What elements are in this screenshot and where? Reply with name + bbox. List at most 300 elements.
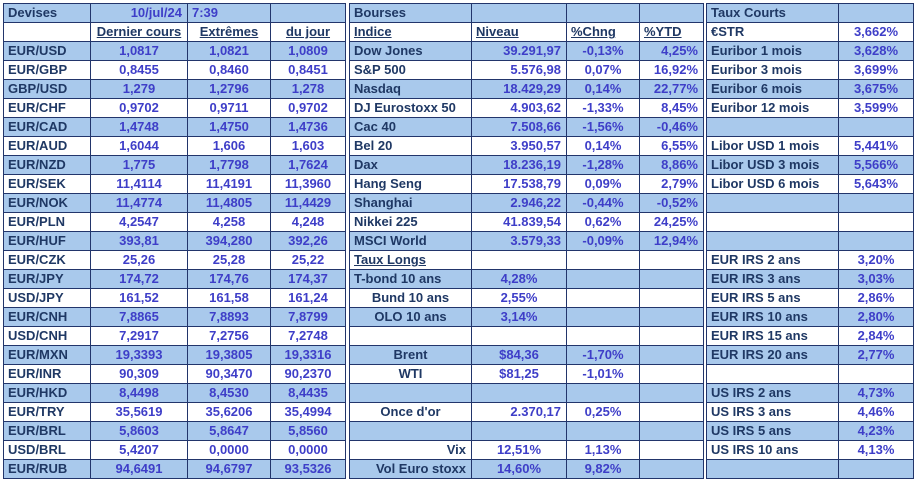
last-price: 11,4114 bbox=[91, 175, 188, 194]
niveau-value bbox=[472, 422, 567, 441]
taux-courts-row bbox=[707, 61, 914, 80]
last-price: 4,2547 bbox=[91, 213, 188, 232]
rate-label: US IRS 3 ans bbox=[707, 403, 839, 422]
taux-courts-section-title: Taux Courts bbox=[707, 4, 839, 23]
rate-value: 5,441% bbox=[839, 137, 914, 156]
devises-row bbox=[4, 137, 346, 156]
index-label bbox=[350, 422, 472, 441]
dujour-price: 1,278 bbox=[271, 80, 346, 99]
ytd-value bbox=[640, 346, 704, 365]
rate-value bbox=[839, 365, 914, 384]
last-price: 35,5619 bbox=[91, 403, 188, 422]
dujour-price: 19,3316 bbox=[271, 346, 346, 365]
dujour-price: 25,22 bbox=[271, 251, 346, 270]
dujour-price: 35,4994 bbox=[271, 403, 346, 422]
last-price: 1,279 bbox=[91, 80, 188, 99]
chng-value bbox=[567, 422, 640, 441]
extremes-price: 1,0821 bbox=[188, 42, 271, 61]
devises-row bbox=[4, 365, 346, 384]
taux-courts-row bbox=[707, 23, 914, 42]
index-label: MSCI World bbox=[350, 232, 472, 251]
devises-section-title: Devises bbox=[4, 4, 91, 23]
index-label: S&P 500 bbox=[350, 61, 472, 80]
chng-value: -1,01% bbox=[567, 365, 640, 384]
pair-label: EUR/USD bbox=[4, 42, 91, 61]
ytd-value: -0,52% bbox=[640, 194, 704, 213]
dujour-price: 7,2748 bbox=[271, 327, 346, 346]
rate-label: EUR IRS 10 ans bbox=[707, 308, 839, 327]
devises-row bbox=[4, 346, 346, 365]
last-price: 7,8865 bbox=[91, 308, 188, 327]
rate-label: US IRS 2 ans bbox=[707, 384, 839, 403]
rate-label bbox=[707, 118, 839, 137]
taux-courts-row bbox=[707, 460, 914, 479]
dujour-price: 11,3960 bbox=[271, 175, 346, 194]
devises-row bbox=[4, 232, 346, 251]
chng-value: -0,13% bbox=[567, 42, 640, 61]
bourses-row bbox=[350, 118, 704, 137]
niveau-value bbox=[472, 384, 567, 403]
empty-cell bbox=[640, 4, 704, 23]
dujour-price: 1,7624 bbox=[271, 156, 346, 175]
taux-courts-row bbox=[707, 346, 914, 365]
taux-courts-table bbox=[706, 3, 914, 479]
niveau-value: 4,28% bbox=[472, 270, 567, 289]
bourses-title-row bbox=[350, 4, 704, 23]
rate-label bbox=[707, 232, 839, 251]
empty-cell bbox=[567, 4, 640, 23]
header-indice: Indice bbox=[350, 23, 472, 42]
rate-label: Libor USD 1 mois bbox=[707, 137, 839, 156]
header-ytd: %YTD bbox=[640, 23, 704, 42]
bourses-row bbox=[350, 346, 704, 365]
devises-row bbox=[4, 251, 346, 270]
bourses-row bbox=[350, 42, 704, 61]
last-price: 8,4498 bbox=[91, 384, 188, 403]
rate-value bbox=[839, 118, 914, 137]
devises-row bbox=[4, 460, 346, 479]
rate-value: 3,599% bbox=[839, 99, 914, 118]
ytd-value: 12,94% bbox=[640, 232, 704, 251]
bourses-row bbox=[350, 137, 704, 156]
chng-value: 0,07% bbox=[567, 61, 640, 80]
bourses-row bbox=[350, 175, 704, 194]
pair-label: EUR/CZK bbox=[4, 251, 91, 270]
index-label: Nikkei 225 bbox=[350, 213, 472, 232]
taux-courts-row bbox=[707, 42, 914, 61]
niveau-value: 18.429,29 bbox=[472, 80, 567, 99]
rate-label: US IRS 5 ans bbox=[707, 422, 839, 441]
index-label: Nasdaq bbox=[350, 80, 472, 99]
taux-courts-row bbox=[707, 118, 914, 137]
niveau-value: 3.950,57 bbox=[472, 137, 567, 156]
pair-label: EUR/HKD bbox=[4, 384, 91, 403]
taux-courts-row bbox=[707, 99, 914, 118]
devises-title-row bbox=[4, 4, 346, 23]
ytd-value bbox=[640, 460, 704, 479]
rate-label: Libor USD 3 mois bbox=[707, 156, 839, 175]
niveau-value: 3.579,33 bbox=[472, 232, 567, 251]
rate-value: 4,13% bbox=[839, 441, 914, 460]
ytd-value: -0,46% bbox=[640, 118, 704, 137]
chng-value: -1,33% bbox=[567, 99, 640, 118]
index-label: Bel 20 bbox=[350, 137, 472, 156]
extremes-price: 0,0000 bbox=[188, 441, 271, 460]
extremes-price: 394,280 bbox=[188, 232, 271, 251]
bourses-row bbox=[350, 213, 704, 232]
bourses-row bbox=[350, 460, 704, 479]
bourses-row bbox=[350, 289, 704, 308]
taux-courts-row bbox=[707, 384, 914, 403]
extremes-price: 7,8893 bbox=[188, 308, 271, 327]
extremes-price: 1,2796 bbox=[188, 80, 271, 99]
index-label: Brent bbox=[350, 346, 472, 365]
extremes-price: 11,4805 bbox=[188, 194, 271, 213]
ytd-value: 6,55% bbox=[640, 137, 704, 156]
last-price: 0,8455 bbox=[91, 61, 188, 80]
niveau-value: 5.576,98 bbox=[472, 61, 567, 80]
taux-courts-row bbox=[707, 422, 914, 441]
ytd-value: 24,25% bbox=[640, 213, 704, 232]
index-label: OLO 10 ans bbox=[350, 308, 472, 327]
rate-value: 5,566% bbox=[839, 156, 914, 175]
bourses-row bbox=[350, 80, 704, 99]
pair-label: EUR/CAD bbox=[4, 118, 91, 137]
chng-value bbox=[567, 327, 640, 346]
rate-value bbox=[839, 232, 914, 251]
taux-courts-row bbox=[707, 270, 914, 289]
niveau-value: 17.538,79 bbox=[472, 175, 567, 194]
dujour-price: 0,0000 bbox=[271, 441, 346, 460]
rate-label: US IRS 10 ans bbox=[707, 441, 839, 460]
rate-label: Libor USD 6 mois bbox=[707, 175, 839, 194]
pair-label: EUR/MXN bbox=[4, 346, 91, 365]
chng-value bbox=[567, 251, 640, 270]
extremes-price: 1,7798 bbox=[188, 156, 271, 175]
last-price: 19,3393 bbox=[91, 346, 188, 365]
index-label bbox=[350, 327, 472, 346]
rate-value: 2,86% bbox=[839, 289, 914, 308]
pair-label: EUR/GBP bbox=[4, 61, 91, 80]
rate-label: EUR IRS 20 ans bbox=[707, 346, 839, 365]
taux-courts-row bbox=[707, 213, 914, 232]
dujour-price: 11,4429 bbox=[271, 194, 346, 213]
extremes-price: 161,58 bbox=[188, 289, 271, 308]
chng-value: -0,09% bbox=[567, 232, 640, 251]
bourses-header-row bbox=[350, 23, 704, 42]
taux-courts-row bbox=[707, 365, 914, 384]
taux-courts-row bbox=[707, 156, 914, 175]
bourses-row bbox=[350, 365, 704, 384]
rate-value: 3,675% bbox=[839, 80, 914, 99]
rate-label: €STR bbox=[707, 23, 839, 42]
devises-row bbox=[4, 384, 346, 403]
dujour-price: 8,4435 bbox=[271, 384, 346, 403]
rate-label bbox=[707, 460, 839, 479]
rate-label bbox=[707, 213, 839, 232]
devises-row bbox=[4, 61, 346, 80]
dujour-price: 0,9702 bbox=[271, 99, 346, 118]
bourses-row bbox=[350, 441, 704, 460]
index-label: Dax bbox=[350, 156, 472, 175]
ytd-value bbox=[640, 289, 704, 308]
rate-value bbox=[839, 460, 914, 479]
dujour-price: 5,8560 bbox=[271, 422, 346, 441]
devises-row bbox=[4, 175, 346, 194]
last-price: 7,2917 bbox=[91, 327, 188, 346]
devises-row bbox=[4, 327, 346, 346]
niveau-value: 7.508,66 bbox=[472, 118, 567, 137]
bourses-row bbox=[350, 422, 704, 441]
chng-value: 0,14% bbox=[567, 137, 640, 156]
taux-courts-row bbox=[707, 80, 914, 99]
taux-courts-row bbox=[707, 289, 914, 308]
index-label: T-bond 10 ans bbox=[350, 270, 472, 289]
chng-value bbox=[567, 289, 640, 308]
rate-label: EUR IRS 5 ans bbox=[707, 289, 839, 308]
taux-courts-row bbox=[707, 137, 914, 156]
dujour-price: 4,248 bbox=[271, 213, 346, 232]
rate-value: 2,84% bbox=[839, 327, 914, 346]
extremes-price: 11,4191 bbox=[188, 175, 271, 194]
devises-header-row bbox=[4, 23, 346, 42]
devises-row bbox=[4, 118, 346, 137]
last-price: 90,309 bbox=[91, 365, 188, 384]
dujour-price: 90,2370 bbox=[271, 365, 346, 384]
pair-label: EUR/BRL bbox=[4, 422, 91, 441]
niveau-value: 14,60% bbox=[472, 460, 567, 479]
niveau-value: $81,25 bbox=[472, 365, 567, 384]
chng-value bbox=[567, 270, 640, 289]
pair-label: EUR/NZD bbox=[4, 156, 91, 175]
bourses-row bbox=[350, 194, 704, 213]
niveau-value: 3,14% bbox=[472, 308, 567, 327]
last-price: 1,4748 bbox=[91, 118, 188, 137]
ytd-value bbox=[640, 327, 704, 346]
devises-row bbox=[4, 289, 346, 308]
ytd-value bbox=[640, 270, 704, 289]
extremes-price: 7,2756 bbox=[188, 327, 271, 346]
ytd-value bbox=[640, 422, 704, 441]
last-price: 25,26 bbox=[91, 251, 188, 270]
index-label: Taux Longs bbox=[350, 251, 472, 270]
pair-label: USD/BRL bbox=[4, 441, 91, 460]
rate-value: 3,628% bbox=[839, 42, 914, 61]
devises-row bbox=[4, 441, 346, 460]
last-price: 1,6044 bbox=[91, 137, 188, 156]
ytd-value bbox=[640, 441, 704, 460]
devises-row bbox=[4, 156, 346, 175]
devises-row bbox=[4, 422, 346, 441]
last-price: 393,81 bbox=[91, 232, 188, 251]
quote-date: 10/jul/24 bbox=[91, 4, 188, 23]
bourses-row bbox=[350, 232, 704, 251]
ytd-value: 8,45% bbox=[640, 99, 704, 118]
bourses-row bbox=[350, 384, 704, 403]
rate-label: Euribor 1 mois bbox=[707, 42, 839, 61]
ytd-value bbox=[640, 365, 704, 384]
devises-row bbox=[4, 270, 346, 289]
extremes-price: 90,3470 bbox=[188, 365, 271, 384]
dujour-price: 0,8451 bbox=[271, 61, 346, 80]
index-label bbox=[350, 384, 472, 403]
chng-value bbox=[567, 384, 640, 403]
chng-value: 0,09% bbox=[567, 175, 640, 194]
extremes-price: 25,28 bbox=[188, 251, 271, 270]
extremes-price: 174,76 bbox=[188, 270, 271, 289]
chng-value: 0,14% bbox=[567, 80, 640, 99]
taux-courts-row bbox=[707, 327, 914, 346]
last-price: 161,52 bbox=[91, 289, 188, 308]
index-label: Cac 40 bbox=[350, 118, 472, 137]
rate-value bbox=[839, 213, 914, 232]
chng-value: 0,25% bbox=[567, 403, 640, 422]
rate-value: 4,23% bbox=[839, 422, 914, 441]
pair-label: EUR/CNH bbox=[4, 308, 91, 327]
chng-value: -1,28% bbox=[567, 156, 640, 175]
taux-courts-row bbox=[707, 403, 914, 422]
chng-value: -1,56% bbox=[567, 118, 640, 137]
taux-courts-row bbox=[707, 175, 914, 194]
niveau-value: 2.946,22 bbox=[472, 194, 567, 213]
ytd-value: 2,79% bbox=[640, 175, 704, 194]
pair-label: GBP/USD bbox=[4, 80, 91, 99]
taux-courts-row bbox=[707, 441, 914, 460]
last-price: 5,4207 bbox=[91, 441, 188, 460]
rate-value: 4,46% bbox=[839, 403, 914, 422]
devises-row bbox=[4, 194, 346, 213]
bourses-row bbox=[350, 99, 704, 118]
extremes-price: 0,9711 bbox=[188, 99, 271, 118]
empty-cell bbox=[4, 23, 91, 42]
header-du-jour: du jour bbox=[271, 23, 346, 42]
dujour-price: 174,37 bbox=[271, 270, 346, 289]
pair-label: EUR/AUD bbox=[4, 137, 91, 156]
pair-label: EUR/RUB bbox=[4, 460, 91, 479]
dujour-price: 1,603 bbox=[271, 137, 346, 156]
extremes-price: 1,4750 bbox=[188, 118, 271, 137]
extremes-price: 35,6206 bbox=[188, 403, 271, 422]
rate-label bbox=[707, 365, 839, 384]
extremes-price: 1,606 bbox=[188, 137, 271, 156]
last-price: 174,72 bbox=[91, 270, 188, 289]
bourses-table bbox=[349, 3, 704, 479]
rate-label: Euribor 3 mois bbox=[707, 61, 839, 80]
index-label: Once d'or bbox=[350, 403, 472, 422]
chng-value: 0,62% bbox=[567, 213, 640, 232]
niveau-value: 2,55% bbox=[472, 289, 567, 308]
bourses-row bbox=[350, 156, 704, 175]
devises-row bbox=[4, 308, 346, 327]
taux-courts-row bbox=[707, 232, 914, 251]
taux-courts-title-row bbox=[707, 4, 914, 23]
niveau-value: 39.291,97 bbox=[472, 42, 567, 61]
last-price: 11,4774 bbox=[91, 194, 188, 213]
niveau-value bbox=[472, 327, 567, 346]
last-price: 94,6491 bbox=[91, 460, 188, 479]
extremes-price: 19,3805 bbox=[188, 346, 271, 365]
dujour-price: 392,26 bbox=[271, 232, 346, 251]
header-niveau: Niveau bbox=[472, 23, 567, 42]
bourses-section-title: Bourses bbox=[350, 4, 472, 23]
rate-label: EUR IRS 3 ans bbox=[707, 270, 839, 289]
ytd-value: 8,86% bbox=[640, 156, 704, 175]
pair-label: EUR/HUF bbox=[4, 232, 91, 251]
empty-cell bbox=[271, 4, 346, 23]
rate-value: 3,03% bbox=[839, 270, 914, 289]
rate-label: EUR IRS 2 ans bbox=[707, 251, 839, 270]
niveau-value: 41.839,54 bbox=[472, 213, 567, 232]
rate-label: Euribor 12 mois bbox=[707, 99, 839, 118]
header-extremes: Extrêmes bbox=[188, 23, 271, 42]
ytd-value bbox=[640, 308, 704, 327]
pair-label: EUR/INR bbox=[4, 365, 91, 384]
pair-label: EUR/SEK bbox=[4, 175, 91, 194]
pair-label: EUR/CHF bbox=[4, 99, 91, 118]
last-price: 5,8603 bbox=[91, 422, 188, 441]
quote-time: 7:39 bbox=[188, 4, 271, 23]
rate-value: 2,77% bbox=[839, 346, 914, 365]
rate-value: 3,662% bbox=[839, 23, 914, 42]
dujour-price: 7,8799 bbox=[271, 308, 346, 327]
rate-value bbox=[839, 194, 914, 213]
dujour-price: 93,5326 bbox=[271, 460, 346, 479]
taux-courts-row bbox=[707, 308, 914, 327]
extremes-price: 94,6797 bbox=[188, 460, 271, 479]
extremes-price: 4,258 bbox=[188, 213, 271, 232]
rate-value: 2,80% bbox=[839, 308, 914, 327]
niveau-value: 18.236,19 bbox=[472, 156, 567, 175]
bourses-row bbox=[350, 61, 704, 80]
last-price: 1,775 bbox=[91, 156, 188, 175]
bourses-row bbox=[350, 251, 704, 270]
chng-value: -0,44% bbox=[567, 194, 640, 213]
header-chng: %Chng bbox=[567, 23, 640, 42]
index-label: Dow Jones bbox=[350, 42, 472, 61]
extremes-price: 5,8647 bbox=[188, 422, 271, 441]
dujour-price: 1,0809 bbox=[271, 42, 346, 61]
pair-label: USD/CNH bbox=[4, 327, 91, 346]
last-price: 0,9702 bbox=[91, 99, 188, 118]
devises-row bbox=[4, 99, 346, 118]
niveau-value: $84,36 bbox=[472, 346, 567, 365]
bourses-row bbox=[350, 403, 704, 422]
ytd-value: 22,77% bbox=[640, 80, 704, 99]
extremes-price: 0,8460 bbox=[188, 61, 271, 80]
dujour-price: 161,24 bbox=[271, 289, 346, 308]
chng-value: 9,82% bbox=[567, 460, 640, 479]
pair-label: EUR/NOK bbox=[4, 194, 91, 213]
niveau-value: 2.370,17 bbox=[472, 403, 567, 422]
index-label: Vix bbox=[350, 441, 472, 460]
extremes-price: 8,4530 bbox=[188, 384, 271, 403]
devises-table bbox=[3, 3, 346, 479]
index-label: Shanghai bbox=[350, 194, 472, 213]
niveau-value: 4.903,62 bbox=[472, 99, 567, 118]
dujour-price: 1,4736 bbox=[271, 118, 346, 137]
rate-label: Euribor 6 mois bbox=[707, 80, 839, 99]
pair-label: EUR/JPY bbox=[4, 270, 91, 289]
chng-value bbox=[567, 308, 640, 327]
header-dernier-cours: Dernier cours bbox=[91, 23, 188, 42]
rate-value: 4,73% bbox=[839, 384, 914, 403]
ytd-value: 16,92% bbox=[640, 61, 704, 80]
index-label: DJ Eurostoxx 50 bbox=[350, 99, 472, 118]
pair-label: USD/JPY bbox=[4, 289, 91, 308]
pair-label: EUR/PLN bbox=[4, 213, 91, 232]
empty-cell bbox=[472, 4, 567, 23]
niveau-value bbox=[472, 251, 567, 270]
